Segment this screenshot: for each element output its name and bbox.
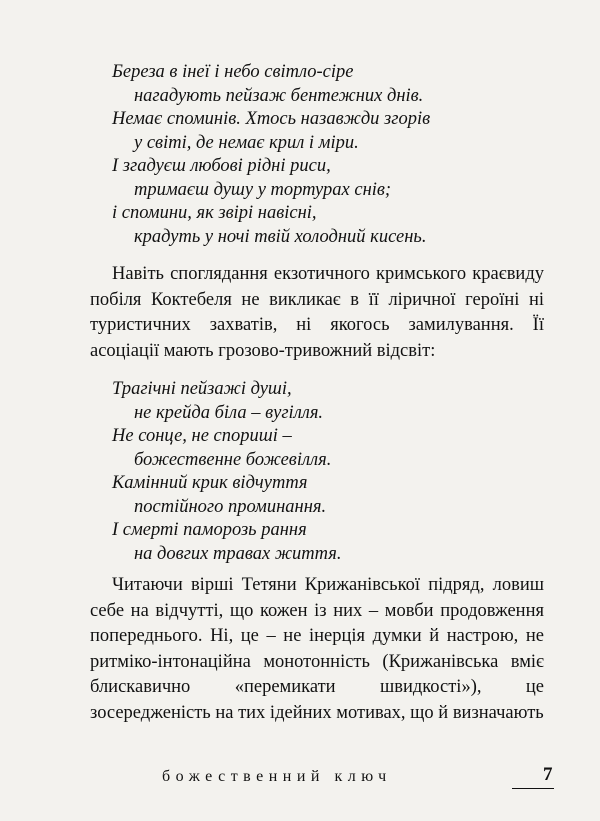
poem-line: у світі, де немає крил і міри. — [134, 132, 359, 153]
page-number: 7 — [543, 764, 553, 785]
poem-line: тримаєш душу у тортурах снів; — [134, 179, 392, 200]
body-paragraph-2: Читаючи вірші Тетяни Крижанівської підряд, ловиш себе на відчутті, що кожен із них – мовби продовження попереднього. Ні, це – не інерція думки й настрою, не ритміко-інтонаційна монотонність (Крижанівська вміє блискавично «перемикати швидкості»), це зосередженість на тих ідейних мотивах, що й визначають — [90, 575, 544, 723]
poem-line: постійного проминання. — [134, 496, 327, 517]
poem-line: крадуть у ночі твій холодний кисень. — [134, 226, 427, 247]
running-title: божественний ключ — [162, 768, 392, 785]
page-footer — [0, 764, 600, 794]
poem-stanza-2 — [112, 378, 341, 566]
poem-line: Трагічні пейзажі душі, — [112, 379, 292, 399]
page-number-rule — [512, 788, 554, 789]
poem-line: на довгих травах життя. — [134, 543, 342, 564]
poem-line: Немає споминів. Хтось назавжди згорів — [112, 109, 431, 129]
poem-stanza-1 — [112, 61, 430, 249]
bleed-through-texture — [430, 150, 580, 240]
poem-line: божественне божевілля. — [134, 449, 332, 470]
poem-line: Камінний крик відчуття — [112, 473, 308, 493]
poem-line: Не сонце, не спориші – — [112, 426, 292, 446]
poem-line: І згадуєш любові рідні риси, — [112, 156, 331, 176]
poem-line: нагадують пейзаж бентежних днів. — [134, 85, 424, 106]
poem-line: Береза в інеї і небо світло-сіре — [112, 62, 354, 82]
poem-line: і спомини, як звірі навісні, — [112, 203, 317, 223]
poem-line: не крейда біла – вугілля. — [134, 402, 324, 423]
body-paragraph-1: Навіть споглядання екзотичного кримського краєвиду побіля Коктебеля не викликає в її ліричної героїні ні туристичних захватів, ні якогось замилування. Її асоціації мають грозово-тривожний відсвіт: — [90, 264, 544, 361]
poem-line: І смерті паморозь рання — [112, 520, 307, 540]
